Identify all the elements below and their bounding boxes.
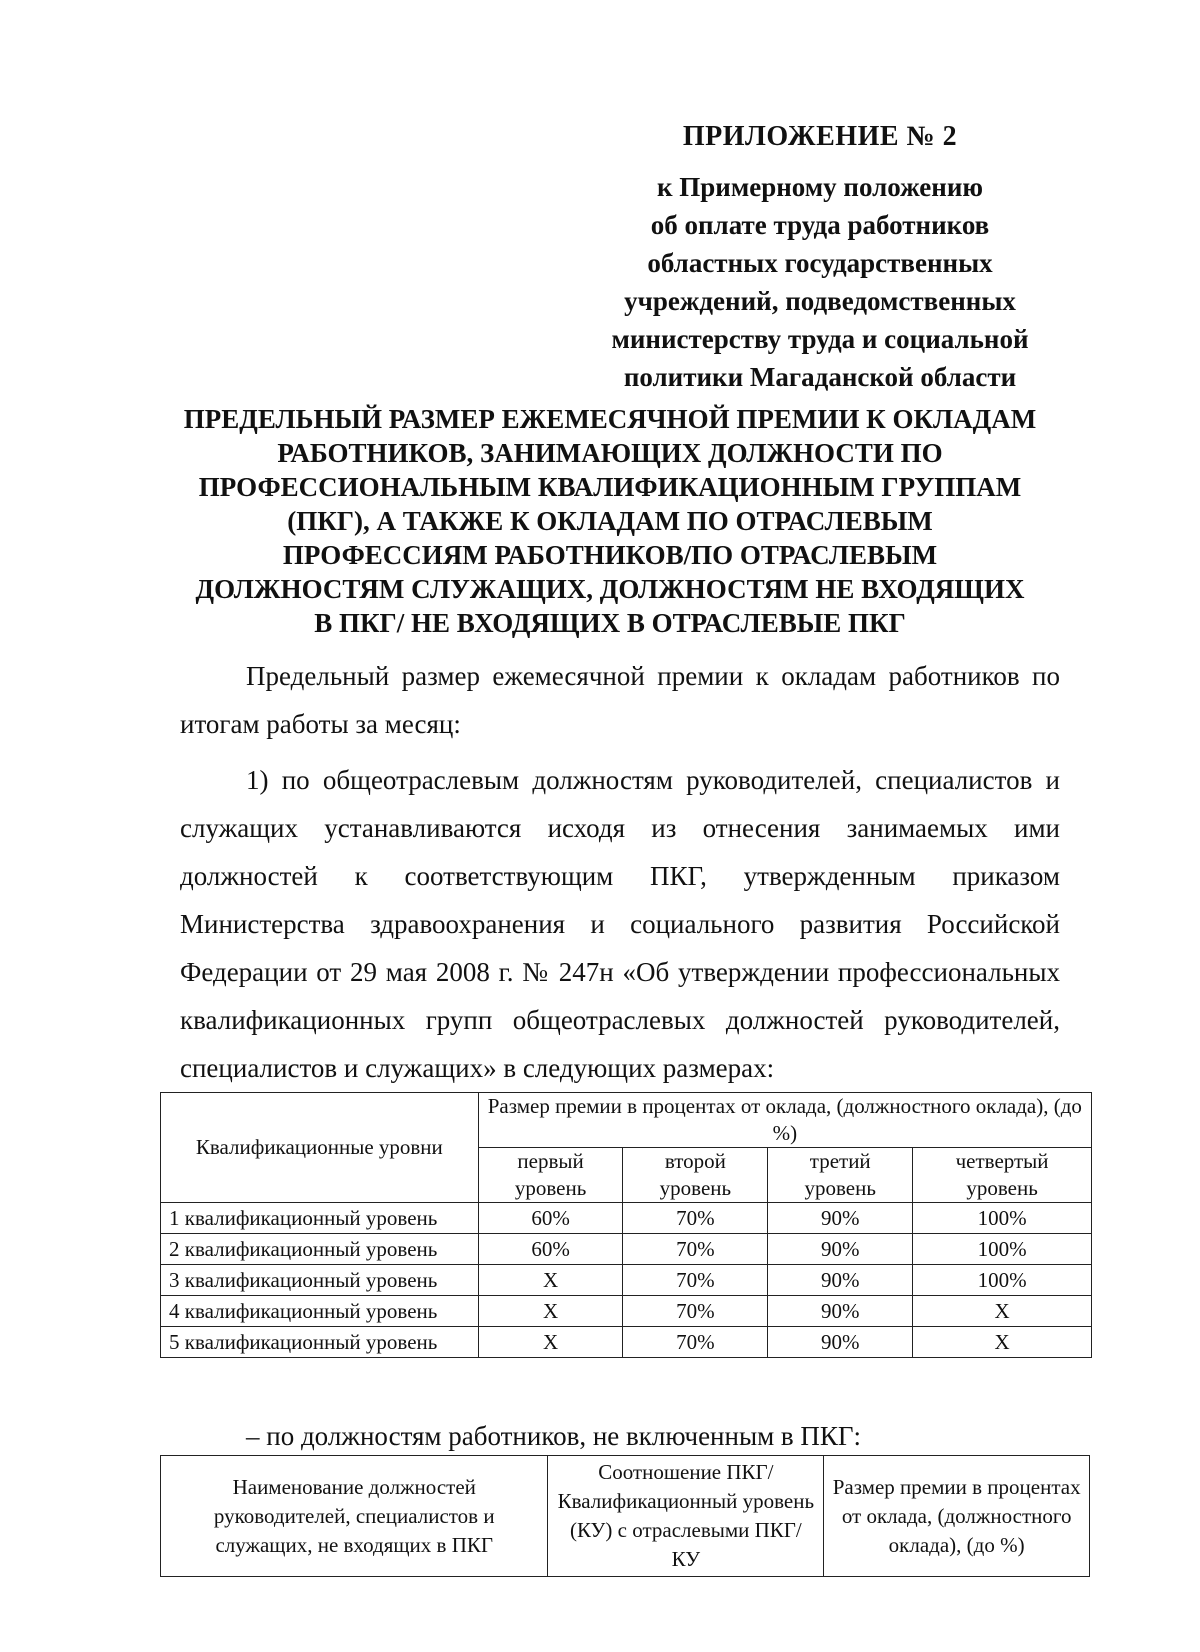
appendix-line: министерству труда и социальной (611, 324, 1029, 354)
title-line: ДОЛЖНОСТЯМ СЛУЖАЩИХ, ДОЛЖНОСТЯМ НЕ ВХОДЯЩИХ (195, 574, 1025, 604)
table-cell: 100% (913, 1234, 1092, 1265)
table-cell: 70% (623, 1327, 768, 1358)
table-cell: 90% (768, 1296, 913, 1327)
table-cell: 60% (478, 1234, 623, 1265)
table-row (161, 1327, 1092, 1358)
table-row (161, 1234, 1092, 1265)
title-line: РАБОТНИКОВ, ЗАНИМАЮЩИХ ДОЛЖНОСТИ ПО (277, 438, 943, 468)
row-label: 2 квалификационный уровень (161, 1234, 479, 1265)
table-cell: 100% (913, 1203, 1092, 1234)
column-group-header-bonus-size: Размер премии в процентах от оклада, (должностного оклада), (до %) (478, 1093, 1091, 1148)
intro-paragraph (180, 652, 1060, 748)
table-cell: 90% (768, 1234, 913, 1265)
table-cell: 100% (913, 1265, 1092, 1296)
title-line: ПРОФЕССИЯМ РАБОТНИКОВ/ПО ОТРАСЛЕВЫМ (282, 540, 938, 570)
row-label: 1 квалификационный уровень (161, 1203, 479, 1234)
appendix-line: учреждений, подведомственных (624, 286, 1016, 316)
intro-paragraph-text: Предельный размер ежемесячной премии к окладам работников по итогам работы за месяц: (180, 661, 1060, 739)
table-row (161, 1265, 1092, 1296)
item-1-paragraph-text: 1) по общеотраслевым должностям руководителей, специалистов и служащих устанавливаются исходя из отнесения занимаемых ими должностей к соответствующим ПКГ, утвержденным приказом Министерства здравоохранения и социального развития Российской Федерации от 29 мая 2008 г. № 247н «Об утверждении профессиональных квалификационных групп общеотраслевых должностей руководителей, специалистов и служащих» в следующих размерах: (180, 765, 1060, 1083)
sub-header-level-3: третий уровень (768, 1148, 913, 1203)
appendix-line: к Примерному положению (656, 172, 984, 202)
row-label: 4 квалификационный уровень (161, 1296, 479, 1327)
column-header-pkg-ratio: Соотношение ПКГ/Квалификационный уровень (КУ) с отраслевыми ПКГ/КУ (548, 1456, 824, 1577)
table-row (161, 1203, 1092, 1234)
bonus-table-non-pkg (160, 1455, 1090, 1577)
appendix-line: областных государственных (647, 248, 993, 278)
table-cell: Х (478, 1265, 623, 1296)
title-line: ПРОФЕССИОНАЛЬНЫМ КВАЛИФИКАЦИОННЫМ ГРУППАМ (198, 472, 1022, 502)
sub-header-level-2: второй уровень (623, 1148, 768, 1203)
title-line: ПРЕДЕЛЬНЫЙ РАЗМЕР ЕЖЕМЕСЯЧНОЙ ПРЕМИИ К ОКЛАДАМ (183, 404, 1037, 434)
sub-header-level-4: четвертый уровень (913, 1148, 1092, 1203)
appendix-block (580, 118, 1060, 396)
appendix-heading: ПРИЛОЖЕНИЕ № 2 (682, 121, 958, 152)
column-header-qualification-levels: Квалификационные уровни (161, 1093, 479, 1203)
table-cell: 70% (623, 1234, 768, 1265)
list-item-not-in-pkg: – по должностям работников, не включенным в ПКГ: (246, 1421, 862, 1451)
appendix-line: политики Магаданской области (623, 362, 1017, 392)
column-header-bonus-size: Размер премии в процентах от оклада, (должностного оклада), (до %) (824, 1456, 1090, 1577)
table-cell: Х (913, 1327, 1092, 1358)
table-row (161, 1296, 1092, 1327)
document-title (160, 402, 1060, 640)
table-cell: 60% (478, 1203, 623, 1234)
title-line: В ПКГ/ НЕ ВХОДЯЩИХ В ОТРАСЛЕВЫЕ ПКГ (314, 608, 906, 638)
bonus-table-general (160, 1092, 1092, 1358)
row-label: 5 квалификационный уровень (161, 1327, 479, 1358)
table-cell: Х (913, 1296, 1092, 1327)
table-cell: 70% (623, 1265, 768, 1296)
appendix-line: об оплате труда работников (650, 210, 990, 240)
table-cell: 90% (768, 1327, 913, 1358)
table-cell: Х (478, 1327, 623, 1358)
table-cell: 70% (623, 1203, 768, 1234)
table-cell: 90% (768, 1203, 913, 1234)
table-cell: 90% (768, 1265, 913, 1296)
table-cell: Х (478, 1296, 623, 1327)
title-line: (ПКГ), А ТАКЖЕ К ОКЛАДАМ ПО ОТРАСЛЕВЫМ (287, 506, 933, 536)
table-cell: 70% (623, 1296, 768, 1327)
column-header-position-name: Наименование должностей руководителей, специалистов и служащих, не входящих в ПКГ (161, 1456, 548, 1577)
row-label: 3 квалификационный уровень (161, 1265, 479, 1296)
sub-header-level-1: первый уровень (478, 1148, 623, 1203)
item-1-paragraph (180, 756, 1060, 1092)
